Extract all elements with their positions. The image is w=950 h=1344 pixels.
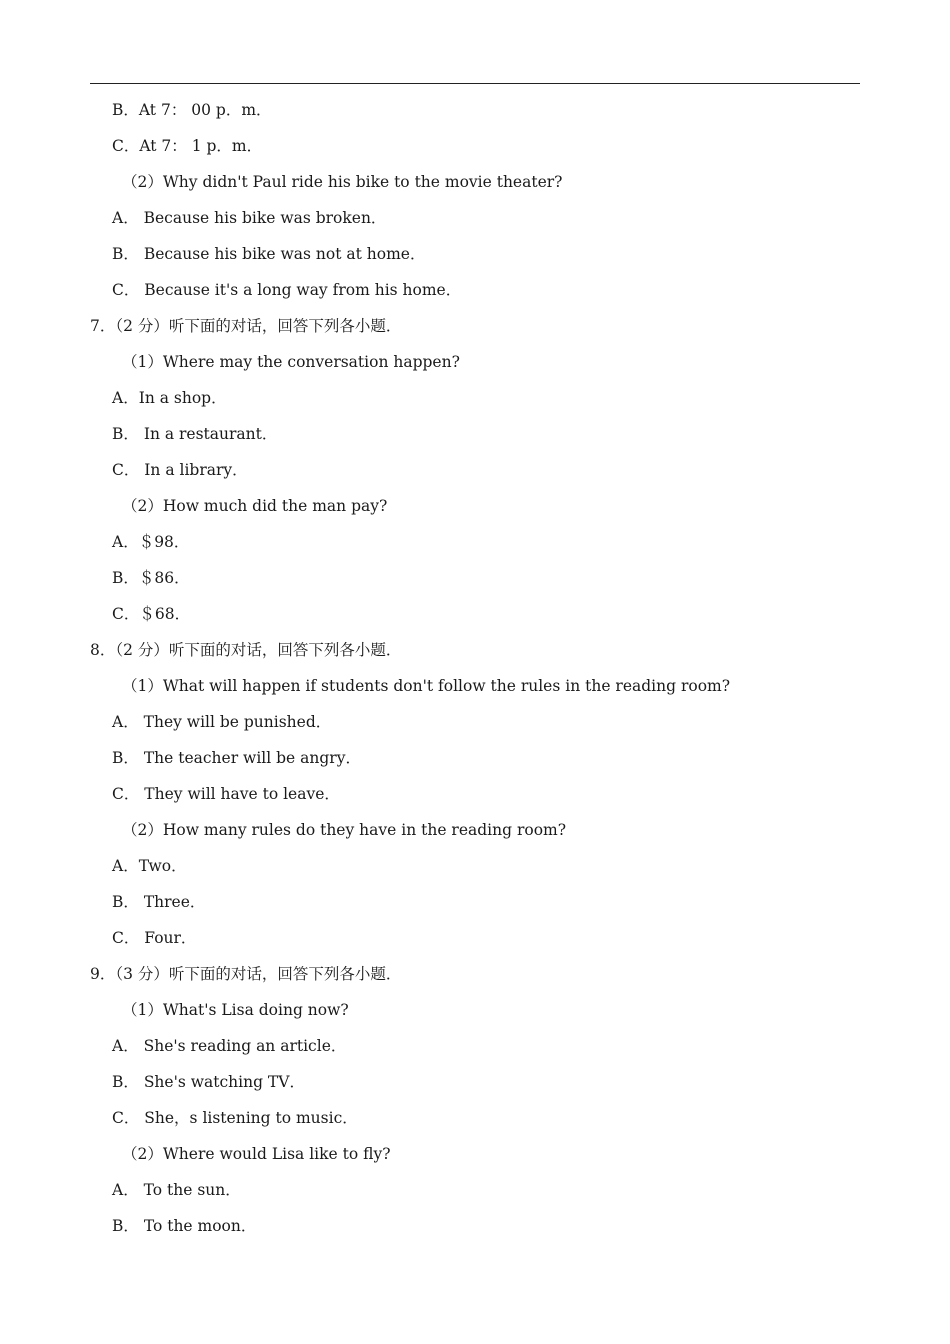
answer-option: B． She's watching TV． — [112, 1073, 305, 1091]
sub-question: （2）Why didn't Paul ride his bike to the movie theater? — [122, 173, 563, 191]
answer-option: B． To the moon． — [112, 1217, 257, 1235]
sub-question: （1）Where may the conversation happen? — [122, 353, 460, 371]
question-heading: 9．（3 分）听下面的对话，回答下列各小题． — [90, 965, 402, 983]
header-rule — [90, 83, 860, 84]
sub-question: （2）Where would Lisa like to fly? — [122, 1145, 391, 1163]
answer-option: B． In a restaurant． — [112, 425, 278, 443]
answer-option: C． Four． — [112, 929, 197, 947]
answer-option: C． She，s listening to music． — [112, 1109, 358, 1127]
answer-option: A．In a shop． — [112, 389, 227, 407]
answer-option: B．At 7： 00 p．m． — [112, 101, 272, 119]
answer-option: A． They will be punished． — [112, 713, 332, 731]
question-heading: 8．（2 分）听下面的对话，回答下列各小题． — [90, 641, 402, 659]
sub-question: （1）What's Lisa doing now? — [122, 1001, 349, 1019]
sub-question: （2）How many rules do they have in the reading room? — [122, 821, 567, 839]
answer-option: C． They will have to leave． — [112, 785, 340, 803]
answer-option: C．＄68． — [112, 605, 191, 623]
answer-option: A．＄98． — [112, 533, 190, 551]
sub-question: （2）How much did the man pay? — [122, 497, 388, 515]
question-heading: 7．（2 分）听下面的对话，回答下列各小题． — [90, 317, 402, 335]
answer-option: B． Three． — [112, 893, 206, 911]
answer-option: B．＄86． — [112, 569, 190, 587]
answer-option: B． The teacher will be angry． — [112, 749, 361, 767]
answer-option: A．Two． — [112, 857, 187, 875]
answer-option: B． Because his bike was not at home． — [112, 245, 426, 263]
answer-option: A． To the sun． — [112, 1181, 241, 1199]
exam-content — [0, 92, 950, 1244]
answer-option: A． She's reading an article． — [112, 1037, 347, 1055]
answer-option: A． Because his bike was broken． — [112, 209, 387, 227]
answer-option: C． Because it's a long way from his home． — [112, 281, 462, 299]
answer-option: C． In a library． — [112, 461, 248, 479]
answer-option: C．At 7： 1 p．m． — [112, 137, 263, 155]
sub-question: （1）What will happen if students don't follow the rules in the reading room? — [122, 677, 731, 695]
